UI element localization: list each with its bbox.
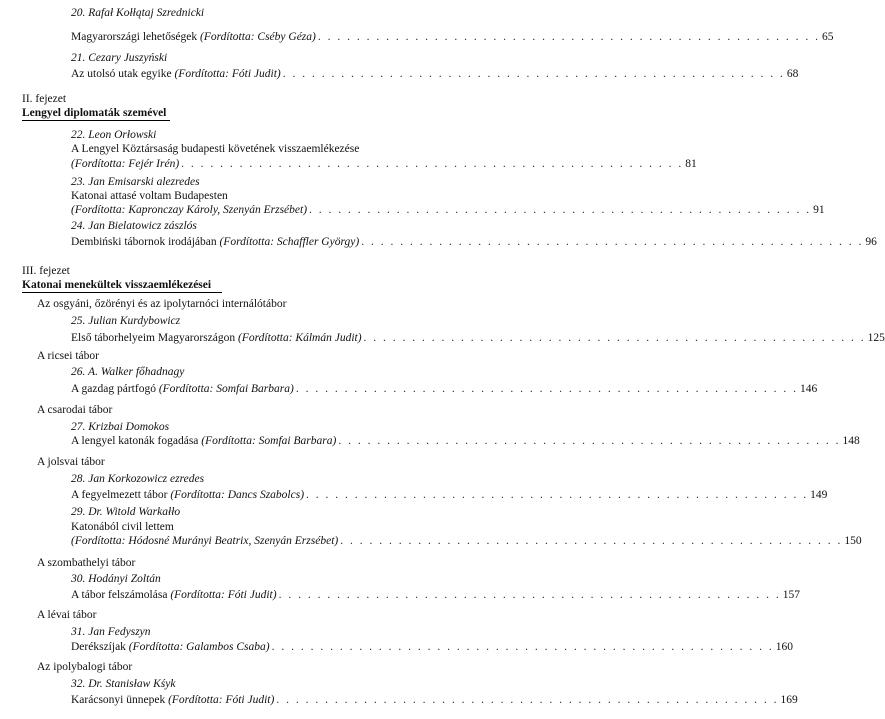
chapter-title: Katonai menekültek visszaemlékezései (22, 279, 212, 291)
toc-entry-29[interactable] (71, 534, 862, 548)
toc-entry-author: 25. Julian Kurdybowicz (71, 315, 181, 327)
dot-leader: . . . . . . . . . . . . . . . . . . . . . . . . . . . . . . . . . . . . . . . . . . . . . . . . . . . . (282, 68, 785, 80)
toc-entry-22[interactable] (71, 157, 697, 171)
entry-title: Magyarországi lehetőségek (71, 31, 198, 43)
toc-entry-31[interactable] (71, 640, 793, 654)
page-number: 169 (780, 694, 798, 706)
entry-title: A gazdag pártfogó (71, 383, 156, 395)
chapter-title: Lengyel diplomaták szemével (22, 107, 167, 119)
camp-heading: A csarodai tábor (37, 404, 113, 416)
toc-entry-32[interactable] (71, 693, 798, 707)
page-number: 91 (813, 204, 825, 216)
entry-title: Derékszíjak (71, 641, 126, 653)
page-number: 96 (865, 236, 877, 248)
page-number: 65 (821, 31, 834, 43)
chapter-title-underline (22, 292, 222, 293)
toc-entry-author: 22. Leon Orłowski (71, 129, 157, 141)
entry-title: Az utolsó utak egyike (71, 68, 172, 80)
toc-entry-author: 29. Dr. Witold Warkałło (71, 506, 181, 518)
entry-translator: (Fordította: Cséby Géza) (200, 31, 316, 43)
dot-leader: . . . . . . . . . . . . . . . . . . . . . . . . . . . . . . . . . . . . . . . . . . . . . . . . . . . . (317, 31, 820, 43)
entry-translator: (Fordította: Schaffler György) (219, 236, 360, 248)
entry-title: A fegyelmezett tábor (71, 489, 168, 501)
entry-title: Karácsonyi ünnepek (71, 694, 166, 706)
page-number: 149 (810, 489, 828, 501)
entry-translator: (Fordította: Kapronczay Károly, Szenyán Erzsébet) (71, 204, 308, 216)
entry-translator: (Fordította: Somfai Barbara) (201, 435, 337, 447)
page-number: 148 (842, 435, 860, 447)
dot-leader: . . . . . . . . . . . . . . . . . . . . . . . . . . . . . . . . . . . . . . . . . . . . . . . . . . . . (276, 694, 779, 706)
entry-title: A lengyel katonák fogadása (71, 435, 199, 447)
toc-entry-author: 31. Jan Fedyszyn (71, 626, 151, 638)
dot-leader: . . . . . . . . . . . . . . . . . . . . . . . . . . . . . . . . . . . . . . . . . . . . . . . . . . . . (363, 332, 866, 344)
chapter-title-underline (22, 120, 170, 121)
page-number: 81 (685, 158, 697, 170)
dot-leader: . . . . . . . . . . . . . . . . . . . . . . . . . . . . . . . . . . . . . . . . . . . . . . . . . . . . (340, 535, 843, 547)
toc-entry-25[interactable] (71, 331, 885, 345)
toc-entry-21[interactable] (71, 67, 799, 81)
entry-translator: (Fordította: Hódosné Murányi Beatrix, Szenyán Erzsébet) (71, 535, 339, 547)
camp-heading: Az ipolybalogi tábor (37, 661, 133, 673)
entry-translator: (Fordította: Fóti Judit) (174, 68, 281, 80)
toc-entry-author: 27. Krizbai Domokos (71, 421, 170, 433)
entry-translator: (Fordította: Dancs Szabolcs) (170, 489, 305, 501)
page-number: 160 (775, 641, 793, 653)
entry-title[interactable]: Katonából civil lettem (71, 521, 174, 533)
entry-translator: (Fordította: Somfai Barbara) (158, 383, 294, 395)
dot-leader: . . . . . . . . . . . . . . . . . . . . . . . . . . . . . . . . . . . . . . . . . . . . . . . . . . . . (361, 236, 864, 248)
toc-entry-author: 30. Hodányi Zoltán (71, 573, 161, 585)
camp-heading: A ricsei tábor (37, 350, 99, 362)
dot-leader: . . . . . . . . . . . . . . . . . . . . . . . . . . . . . . . . . . . . . . . . . . . . . . . . . . . . (338, 435, 841, 447)
page-number: 125 (867, 332, 885, 344)
page-number: 150 (844, 535, 862, 547)
toc-entry-28[interactable] (71, 488, 828, 502)
toc-entry-24[interactable] (71, 235, 877, 249)
camp-heading: A jolsvai tábor (37, 456, 105, 468)
dot-leader: . . . . . . . . . . . . . . . . . . . . . . . . . . . . . . . . . . . . . . . . . . . . . . . . . . . . (295, 383, 798, 395)
dot-leader: . . . . . . . . . . . . . . . . . . . . . . . . . . . . . . . . . . . . . . . . . . . . . . . . . . . . (278, 589, 781, 601)
entry-title: Első táborhelyeim Magyarországon (71, 332, 236, 344)
toc-entry-author: 21. Cezary Juszyński (71, 52, 168, 64)
entry-translator: (Fordította: Fejér Irén) (71, 158, 180, 170)
chapter-label: III. fejezet (22, 265, 70, 277)
camp-heading: Az osgyáni, őzörényi és az ipolytarnóci internálótábor (37, 298, 287, 310)
toc-entry-author: 24. Jan Bielatowicz zászlós (71, 220, 197, 232)
entry-translator: (Fordította: Kálmán Judit) (238, 332, 362, 344)
toc-entry-author: 28. Jan Korkozowicz ezredes (71, 473, 205, 485)
entry-title[interactable]: Katonai attasé voltam Budapesten (71, 190, 228, 202)
page-number: 146 (799, 383, 818, 395)
entry-translator: (Fordította: Fóti Judit) (170, 589, 277, 601)
dot-leader: . . . . . . . . . . . . . . . . . . . . . . . . . . . . . . . . . . . . . . . . . . . . . . . . . . . . (181, 158, 684, 170)
camp-heading: A szombathelyi tábor (37, 557, 136, 569)
toc-entry-author: 20. Rafał Kołłątaj Szrednicki (71, 7, 205, 19)
toc-entry-23[interactable] (71, 203, 825, 217)
dot-leader: . . . . . . . . . . . . . . . . . . . . . . . . . . . . . . . . . . . . . . . . . . . . . . . . . . . . (309, 204, 812, 216)
toc-entry-27[interactable] (71, 434, 860, 448)
entry-title[interactable]: A Lengyel Köztársaság budapesti követének visszaemlékezése (71, 143, 360, 155)
entry-title: A tábor felszámolása (71, 589, 168, 601)
toc-entry-author: 26. A. Walker főhadnagy (71, 366, 185, 378)
toc-entry-26[interactable] (71, 382, 818, 396)
dot-leader: . . . . . . . . . . . . . . . . . . . . . . . . . . . . . . . . . . . . . . . . . . . . . . . . . . . . (306, 489, 809, 501)
toc-entry-30[interactable] (71, 588, 800, 602)
page-number: 157 (782, 589, 800, 601)
dot-leader: . . . . . . . . . . . . . . . . . . . . . . . . . . . . . . . . . . . . . . . . . . . . . . . . . . . . (271, 641, 774, 653)
camp-heading: A lévai tábor (37, 609, 97, 621)
page-number: 68 (786, 68, 799, 80)
toc-entry-20[interactable] (71, 30, 834, 44)
entry-translator: (Fordította: Fóti Judit) (168, 694, 275, 706)
toc-entry-author: 23. Jan Emisarski alezredes (71, 176, 200, 188)
toc-entry-author: 32. Dr. Stanisław Kśyk (71, 678, 176, 690)
chapter-label: II. fejezet (22, 93, 67, 105)
entry-title: Dembiński tábornok irodájában (71, 236, 217, 248)
entry-translator: (Fordította: Galambos Csaba) (128, 641, 270, 653)
